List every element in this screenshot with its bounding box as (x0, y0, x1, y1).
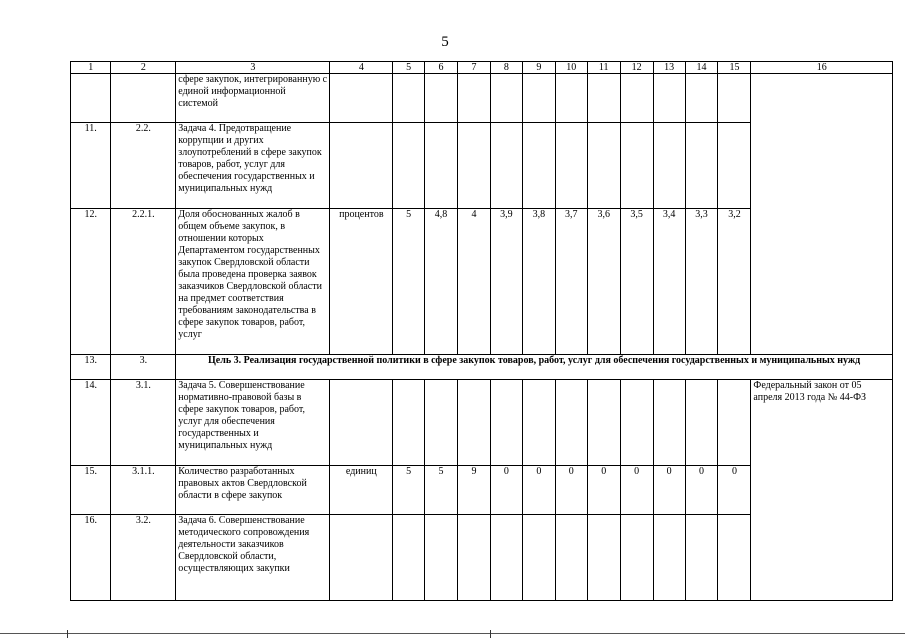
value-cell (490, 380, 522, 466)
value-cell (653, 123, 685, 209)
value-cell (393, 123, 425, 209)
header-cell: 6 (425, 62, 458, 74)
value-cell (718, 123, 751, 209)
scan-edge-tick (67, 630, 68, 638)
value-cell (490, 74, 522, 123)
value-cell (587, 380, 620, 466)
header-cell: 14 (685, 62, 718, 74)
scan-edge-tick (490, 630, 491, 638)
value-cell (425, 515, 458, 601)
header-cell: 15 (718, 62, 751, 74)
header-cell: 7 (458, 62, 491, 74)
value-cell (522, 380, 555, 466)
row-code: 2.2.1. (111, 209, 176, 355)
row-text: Доля обоснованных жалоб в общем объеме закупок, в отношении которых Департаментом государственных закупок Свердловской области была проведена проверка заявок заказчиков Свердловской области на предмет соответствия требованиям законодательства в сфере закупок товаров, работ, услуг (176, 209, 330, 355)
value-cell (490, 123, 522, 209)
row-text: сфере закупок, интегрированную с единой информационной системой (176, 74, 330, 123)
value-cell (620, 515, 653, 601)
row-unit (330, 74, 393, 123)
value-cell: 5 (393, 209, 425, 355)
value-cell (555, 74, 587, 123)
header-cell: 11 (587, 62, 620, 74)
header-cell: 2 (111, 62, 176, 74)
indicators-table (70, 61, 893, 601)
value-cell: 5 (425, 466, 458, 515)
row-number: 11. (71, 123, 111, 209)
value-cell: 3,3 (685, 209, 718, 355)
value-cell: 5 (393, 466, 425, 515)
value-cell (425, 74, 458, 123)
row-unit (330, 515, 393, 601)
note-cell (751, 74, 893, 355)
value-cell (458, 380, 491, 466)
value-cell (587, 74, 620, 123)
value-cell (522, 123, 555, 209)
row-unit (330, 123, 393, 209)
scan-edge-line (0, 633, 905, 634)
row-unit: процентов (330, 209, 393, 355)
value-cell: 0 (490, 466, 522, 515)
row-code: 2.2. (111, 123, 176, 209)
row-code: 3. (111, 355, 176, 380)
value-cell: 3,2 (718, 209, 751, 355)
value-cell (522, 74, 555, 123)
value-cell: 0 (620, 466, 653, 515)
value-cell (653, 380, 685, 466)
row-text: Задача 5. Совершенствование нормативно-правовой базы в сфере закупок товаров, работ, услуг для обеспечения государственных и муниципальных нужд (176, 380, 330, 466)
value-cell (393, 380, 425, 466)
value-cell (490, 515, 522, 601)
value-cell (620, 380, 653, 466)
value-cell (685, 123, 718, 209)
header-row (71, 62, 893, 74)
row-number (71, 74, 111, 123)
value-cell: 9 (458, 466, 491, 515)
header-cell: 3 (176, 62, 330, 74)
value-cell: 0 (587, 466, 620, 515)
value-cell (587, 123, 620, 209)
header-cell: 4 (330, 62, 393, 74)
value-cell (555, 123, 587, 209)
header-cell: 12 (620, 62, 653, 74)
header-cell: 1 (71, 62, 111, 74)
value-cell (685, 515, 718, 601)
value-cell (620, 123, 653, 209)
value-cell (425, 123, 458, 209)
header-cell: 10 (555, 62, 587, 74)
value-cell: 0 (555, 466, 587, 515)
row-code: 3.1. (111, 380, 176, 466)
indicators-table-wrapper (70, 61, 893, 601)
row-code: 3.1.1. (111, 466, 176, 515)
header-cell: 8 (490, 62, 522, 74)
value-cell (718, 380, 751, 466)
value-cell: 3,7 (555, 209, 587, 355)
value-cell (458, 74, 491, 123)
value-cell (522, 515, 555, 601)
row-unit: единиц (330, 466, 393, 515)
table-row (71, 380, 893, 466)
value-cell: 3,6 (587, 209, 620, 355)
table-row (71, 74, 893, 123)
value-cell: 3,8 (522, 209, 555, 355)
row-code (111, 74, 176, 123)
value-cell: 3,4 (653, 209, 685, 355)
value-cell (685, 74, 718, 123)
row-code: 3.2. (111, 515, 176, 601)
value-cell (555, 515, 587, 601)
row-number: 16. (71, 515, 111, 601)
goal-row (71, 355, 893, 380)
row-number: 12. (71, 209, 111, 355)
value-cell: 4 (458, 209, 491, 355)
row-unit (330, 380, 393, 466)
value-cell (393, 515, 425, 601)
value-cell: 4,8 (425, 209, 458, 355)
value-cell (555, 380, 587, 466)
header-cell: 16 (751, 62, 893, 74)
value-cell (587, 515, 620, 601)
value-cell: 0 (653, 466, 685, 515)
value-cell (620, 74, 653, 123)
value-cell: 3,5 (620, 209, 653, 355)
row-number: 14. (71, 380, 111, 466)
value-cell: 0 (718, 466, 751, 515)
value-cell (685, 380, 718, 466)
row-text: Задача 6. Совершенствование методического сопровождения деятельности заказчиков Свердловской области, осуществляющих закупки (176, 515, 330, 601)
value-cell (718, 515, 751, 601)
value-cell (458, 515, 491, 601)
note-cell: Федеральный закон от 05 апреля 2013 года № 44-ФЗ (751, 380, 893, 601)
row-text: Количество разработанных правовых актов Свердловской области в сфере закупок (176, 466, 330, 515)
page-number: 5 (441, 34, 449, 50)
value-cell: 0 (685, 466, 718, 515)
value-cell: 3,9 (490, 209, 522, 355)
goal-heading: Цель 3. Реализация государственной политики в сфере закупок товаров, работ, услуг для обеспечения государственных и муниципальных нужд (176, 355, 893, 380)
value-cell: 0 (522, 466, 555, 515)
row-number: 13. (71, 355, 111, 380)
header-cell: 13 (653, 62, 685, 74)
value-cell (393, 74, 425, 123)
value-cell (458, 123, 491, 209)
row-number: 15. (71, 466, 111, 515)
row-text: Задача 4. Предотвращение коррупции и других злоупотреблений в сфере закупок товаров, работ, услуг для обеспечения государственных и муниципальных нужд (176, 123, 330, 209)
value-cell (718, 74, 751, 123)
header-cell: 5 (393, 62, 425, 74)
header-cell: 9 (522, 62, 555, 74)
value-cell (653, 515, 685, 601)
value-cell (653, 74, 685, 123)
value-cell (425, 380, 458, 466)
